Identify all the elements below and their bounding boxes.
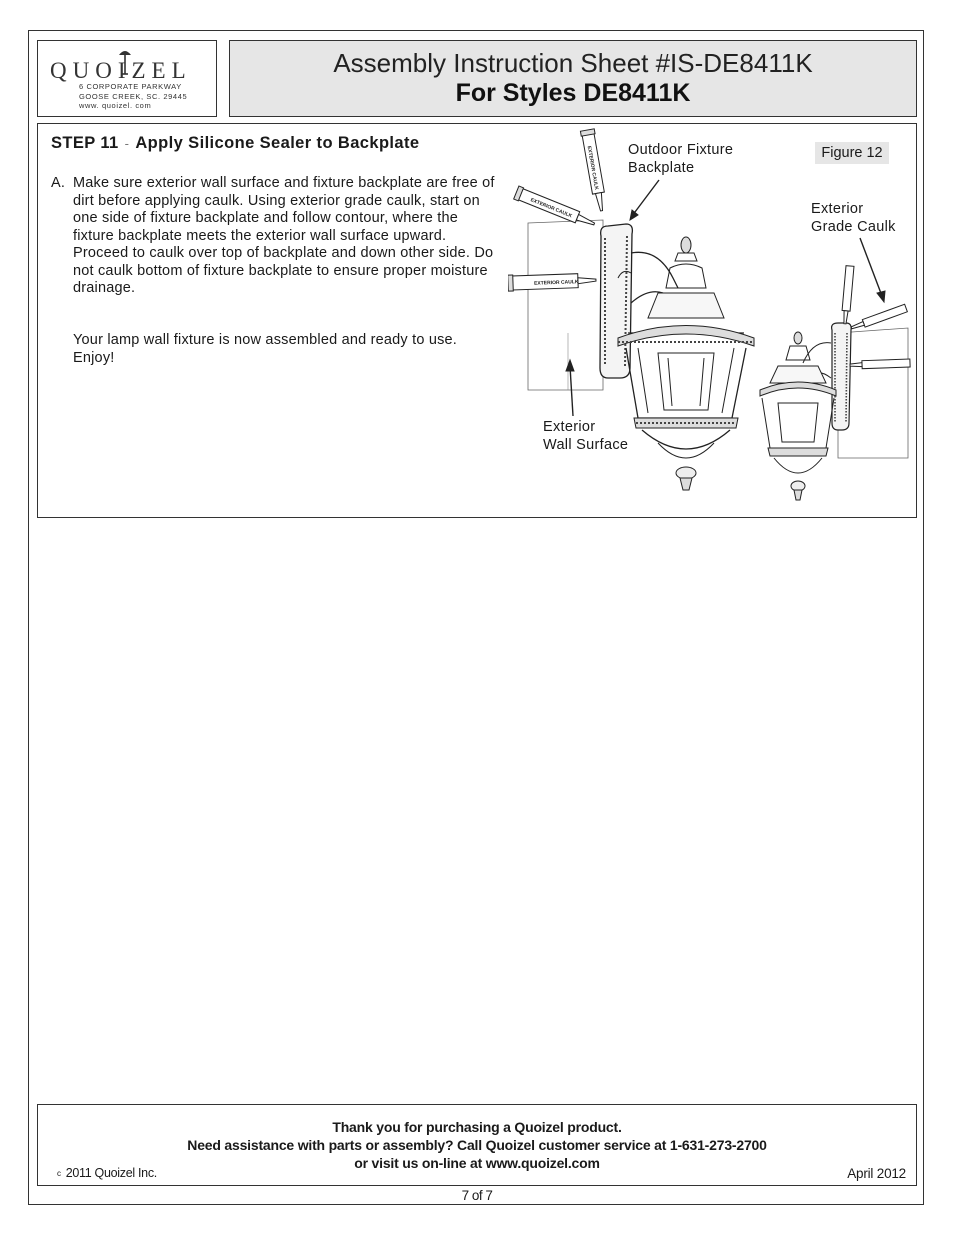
tube-label-3: EXTERIOR CAULK [533, 279, 579, 287]
step-number: STEP 11 [51, 134, 119, 152]
address-line1: 6 CORPORATE PARKWAY [79, 82, 182, 91]
callout-wall-line2: Wall Surface [543, 436, 629, 453]
callout-caulk-line1: Exterior [811, 201, 864, 217]
footer-website: or visit us on-line at www.quoizel.com [354, 1155, 600, 1171]
callout-wall-line1: Exterior [543, 419, 596, 435]
issue-date: April 2012 [847, 1166, 906, 1181]
footer-thank-you: Thank you for purchasing a Quoizel product. [332, 1119, 622, 1135]
step-title: Apply Silicone Sealer to Backplate [135, 134, 420, 152]
address-line2: GOOSE CREEK, SC. 29445 [79, 92, 188, 101]
callout-backplate-line1: Outdoor Fixture [628, 142, 734, 158]
fixture-caulking-illustration [508, 128, 916, 513]
copyright-text: 2011 Quoizel Inc. [65, 1166, 157, 1180]
step-separator: - [124, 136, 130, 151]
tube-label-2: EXTERIOR CAULK [529, 197, 573, 220]
closing-note: Your lamp wall fixture is now assembled and ready to use. Enjoy! [73, 332, 458, 366]
tube-label-1: EXTERIOR CAULK [585, 145, 600, 191]
title-box [229, 40, 917, 117]
callout-caulk-line2: Grade Caulk [811, 218, 896, 235]
instruction-a-text: Make sure exterior wall surface and fixture backplate are free of dirt before applying caulk. Using exterior grade caulk, start on one side of fixture backplate and follow contour, where the fixture backplate meets the exterior wall surface upward. Proceed to caulk over top of backplate and down other side. Do not caulk bottom of fixture backplate to ensure proper moisture drainage. [73, 175, 495, 296]
step-heading [51, 134, 419, 153]
copyright-symbol: c [57, 1169, 61, 1178]
copyright [57, 1166, 157, 1180]
callout-backplate-line2: Backplate [628, 159, 695, 176]
sheet-title: Assembly Instruction Sheet #IS-DE8411K [333, 48, 813, 78]
footer-assistance: Need assistance with parts or assembly? Call Quoizel customer service at 1-631-273-2700 [187, 1137, 767, 1153]
page-number: 7 of 7 [461, 1188, 493, 1203]
instruction-a [51, 175, 496, 298]
figure-label: Figure 12 [815, 142, 889, 164]
styles-title: For Styles DE8411K [455, 79, 691, 107]
logo-wordmark: QUOIZEL [50, 58, 192, 83]
instruction-a-label: A. [51, 175, 66, 191]
logo-website: www. quoizel. com [79, 101, 152, 110]
